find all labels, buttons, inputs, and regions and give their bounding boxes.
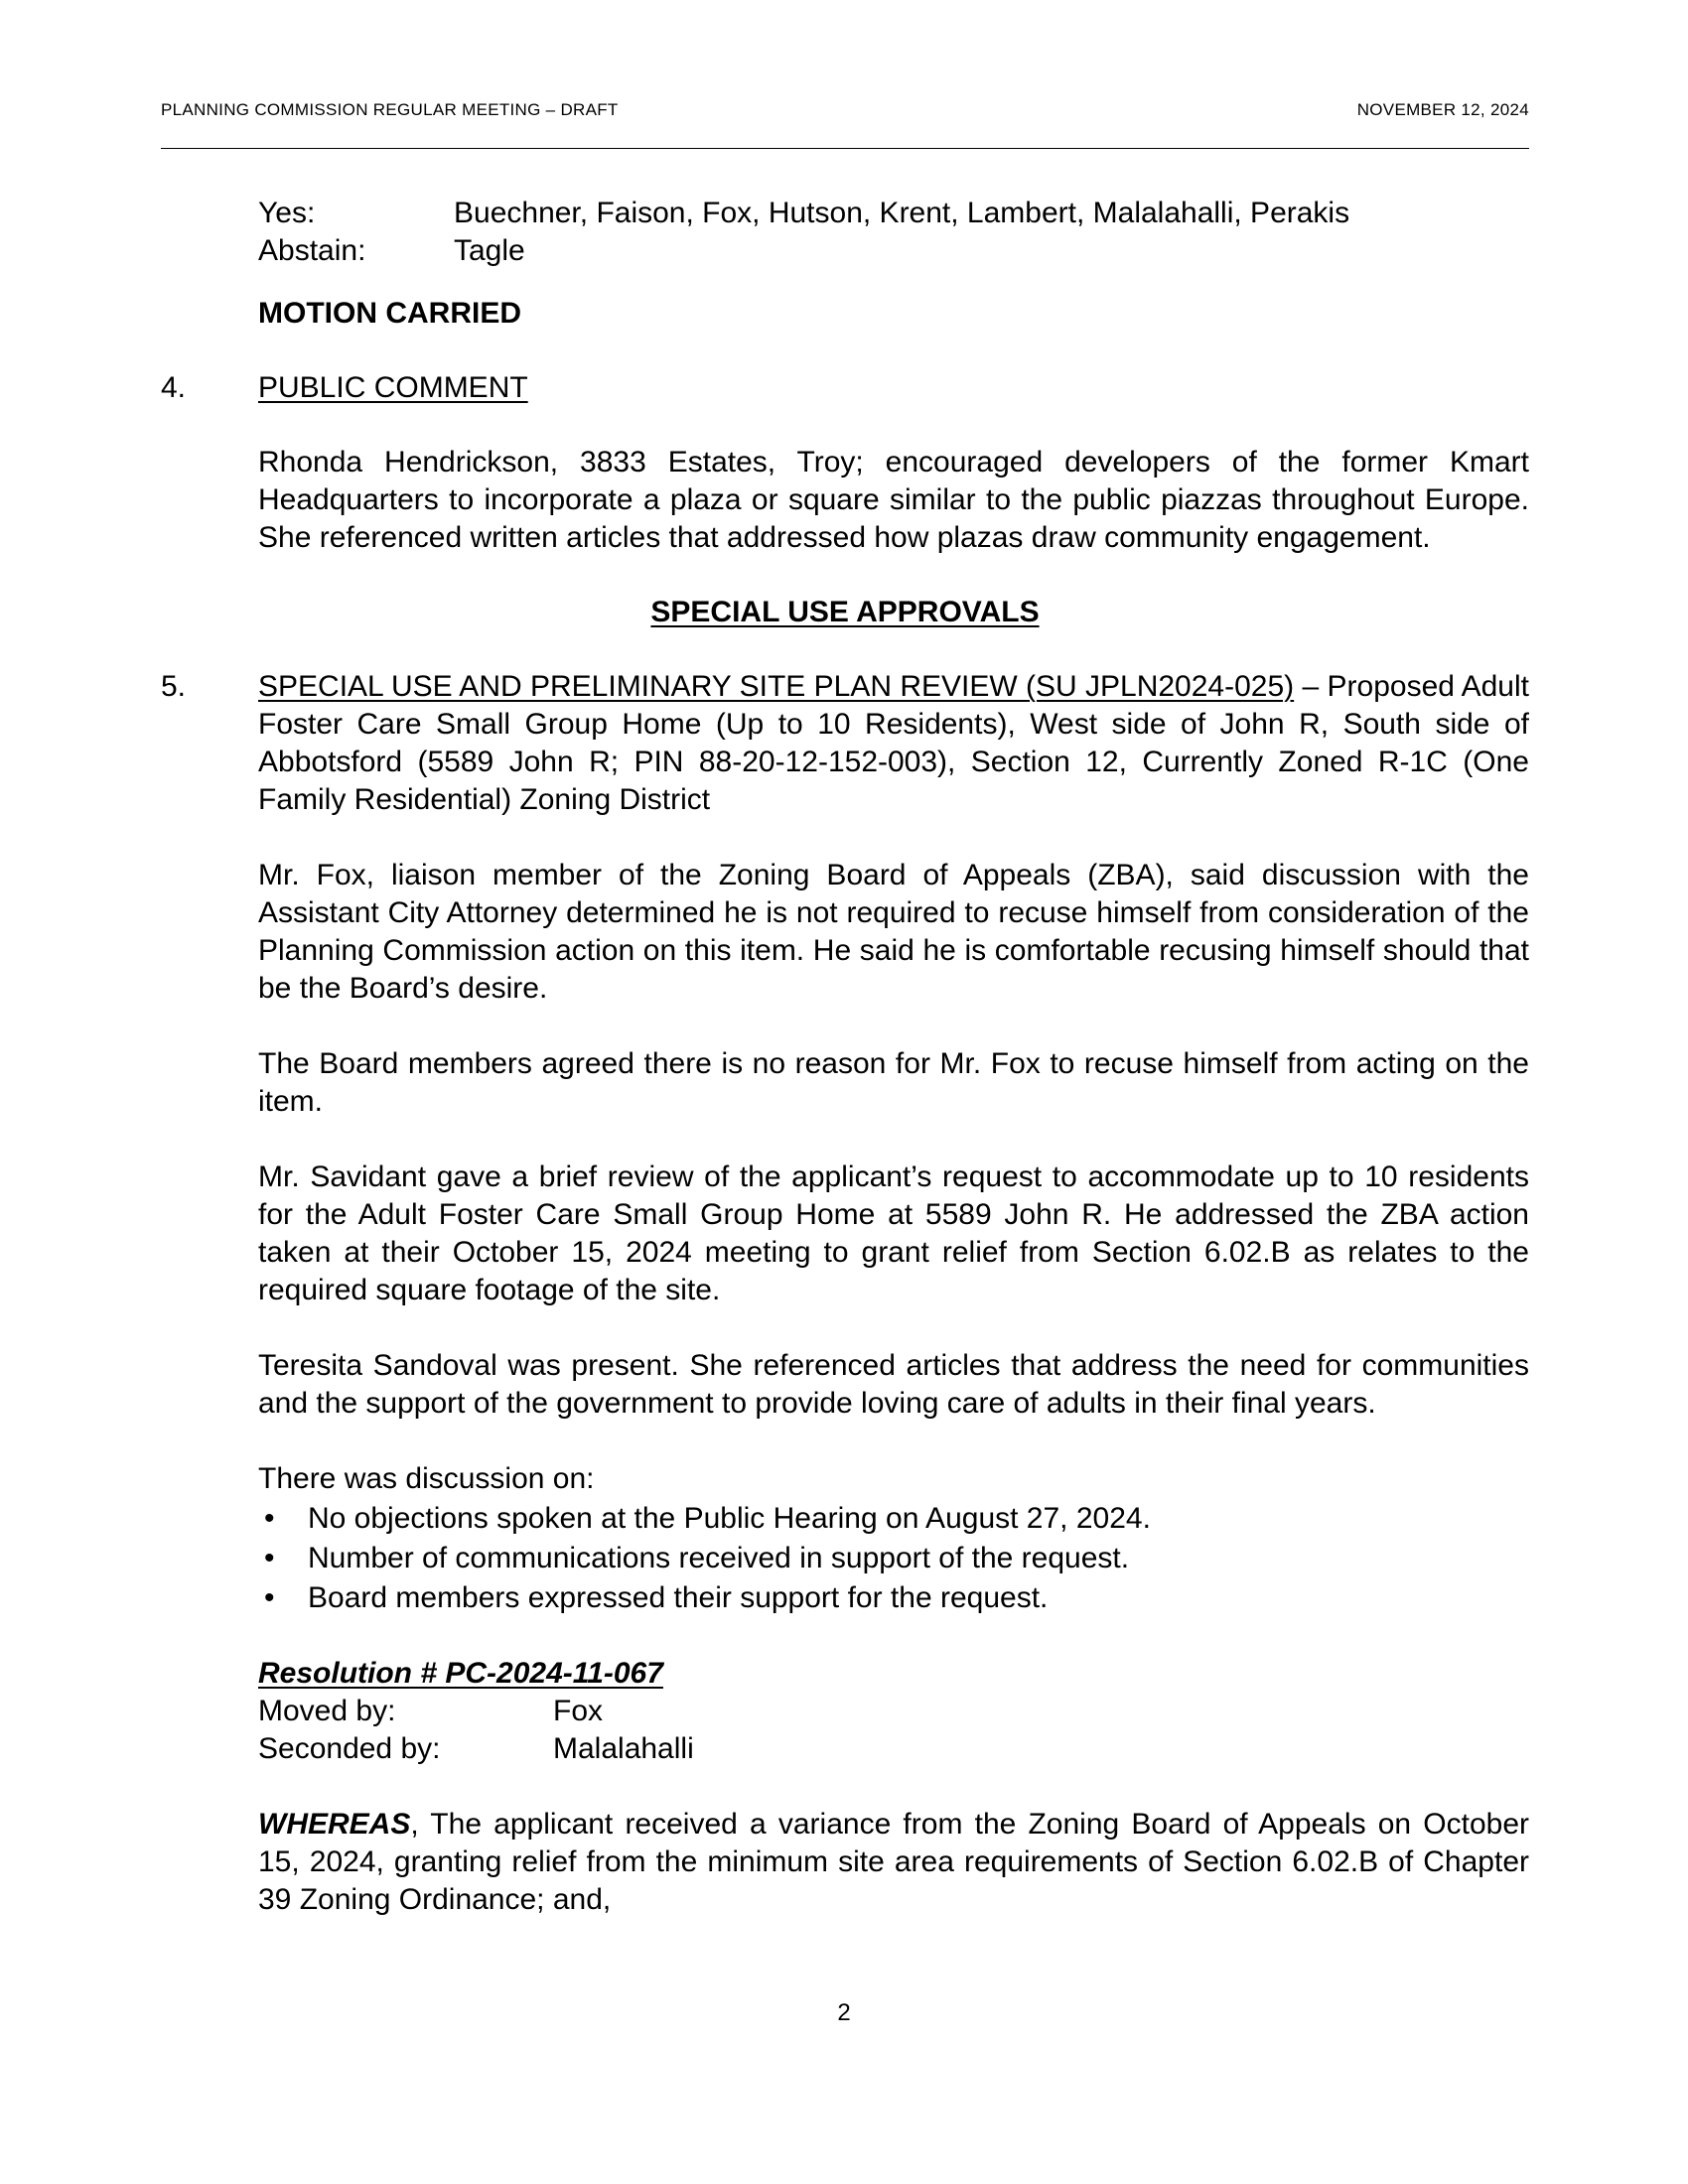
agenda-item-4 bbox=[161, 369, 1529, 407]
paragraph: The Board members agreed there is no reason for Mr. Fox to recuse himself from acting on the item. bbox=[258, 1047, 1529, 1118]
seconded-by-label: Seconded by: bbox=[258, 1732, 441, 1765]
vote-yes-value: Buechner, Faison, Fox, Hutson, Krent, Lambert, Malalahalli, Perakis bbox=[454, 197, 1350, 229]
whereas-text: , The applicant received a variance from the Zoning Board of Appeals on October 15, 2024, granting relief from the minimum site area requirements of Section 6.02.B of Chapter 39 Zoning Ordinance; and, bbox=[258, 1808, 1529, 1916]
section-heading: SPECIAL USE APPROVALS bbox=[650, 596, 1040, 628]
discussion-intro: There was discussion on: bbox=[258, 1462, 595, 1495]
page-number: 2 bbox=[837, 1999, 851, 2026]
bullet-icon: • bbox=[264, 1542, 275, 1574]
list-item-text: Board members expressed their support for the request. bbox=[308, 1581, 1049, 1614]
vote-yes-row bbox=[258, 195, 1529, 232]
moved-by-value: Fox bbox=[553, 1695, 604, 1727]
vote-results bbox=[258, 195, 1529, 270]
whereas-keyword: WHEREAS bbox=[258, 1808, 411, 1841]
paragraph: Mr. Fox, liaison member of the Zoning Board of Appeals (ZBA), said discussion with the Assistant City Attorney determined he is not required to recuse himself from consideration of the Planning Commission action on this item. He said he is comfortable recusing himself should that be the Board’s desire. bbox=[258, 859, 1529, 1005]
list-item bbox=[258, 1579, 1529, 1619]
item-title bbox=[258, 668, 1529, 819]
motion-result: MOTION CARRIED bbox=[258, 297, 521, 330]
vote-abstain-value: Tagle bbox=[454, 234, 525, 267]
bullet-icon: • bbox=[264, 1502, 275, 1535]
paragraph: Teresita Sandoval was present. She referenced articles that address the need for communities and the support of the government to provide loving care of adults in their final years. bbox=[258, 1349, 1529, 1420]
bullet-icon: • bbox=[264, 1581, 275, 1614]
item-number: 4. bbox=[161, 371, 187, 404]
list-item-text: Number of communications received in support of the request. bbox=[308, 1542, 1130, 1574]
header-divider bbox=[161, 148, 1529, 149]
list-item bbox=[258, 1500, 1529, 1540]
vote-abstain-row bbox=[258, 232, 1529, 270]
list-item bbox=[258, 1540, 1529, 1579]
header-title: PLANNING COMMISSION REGULAR MEETING – DRAFT bbox=[161, 100, 619, 119]
item-title-rest: – Proposed Adult Foster Care Small Group Home (Up to 10 Residents), West side of John R, South side of Abbotsford (5589 John R; PIN 88-20-12-152-003), Section 12, Currently Zoned R-1C (One Family Residential) Zoning District bbox=[258, 670, 1529, 816]
public-comment-paragraph: Rhonda Hendrickson, 3833 Estates, Troy; encouraged developers of the former Kmart Headquarters to incorporate a plaza or square similar to the public piazzas throughout Europe. She referenced written articles that addressed how plazas draw community engagement. bbox=[258, 446, 1529, 554]
header-date: NOVEMBER 12, 2024 bbox=[1356, 100, 1529, 119]
resolution-title: Resolution # PC-2024-11-067 bbox=[258, 1657, 663, 1690]
seconded-by-row bbox=[258, 1730, 1529, 1768]
item-title-underlined: SPECIAL USE AND PRELIMINARY SITE PLAN REVIEW (SU JPLN2024-025) bbox=[258, 670, 1295, 703]
moved-by-row bbox=[258, 1693, 1529, 1730]
vote-abstain-label: Abstain: bbox=[258, 234, 366, 267]
item-number: 5. bbox=[161, 670, 187, 703]
discussion-list bbox=[258, 1500, 1529, 1619]
list-item-text: No objections spoken at the Public Hearing on August 27, 2024. bbox=[308, 1502, 1151, 1535]
agenda-item-5 bbox=[161, 668, 1529, 819]
paragraph: Mr. Savidant gave a brief review of the applicant’s request to accommodate up to 10 residents for the Adult Foster Care Small Group Home at 5589 John R. He addressed the ZBA action taken at their October 15, 2024 meeting to grant relief from Section 6.02.B as relates to the required square footage of the site. bbox=[258, 1160, 1529, 1306]
seconded-by-value: Malalahalli bbox=[553, 1732, 694, 1765]
vote-yes-label: Yes: bbox=[258, 197, 316, 229]
whereas-paragraph bbox=[258, 1806, 1529, 1919]
page-content bbox=[161, 195, 1529, 1919]
item-title: PUBLIC COMMENT bbox=[258, 371, 528, 404]
moved-by-label: Moved by: bbox=[258, 1695, 396, 1727]
